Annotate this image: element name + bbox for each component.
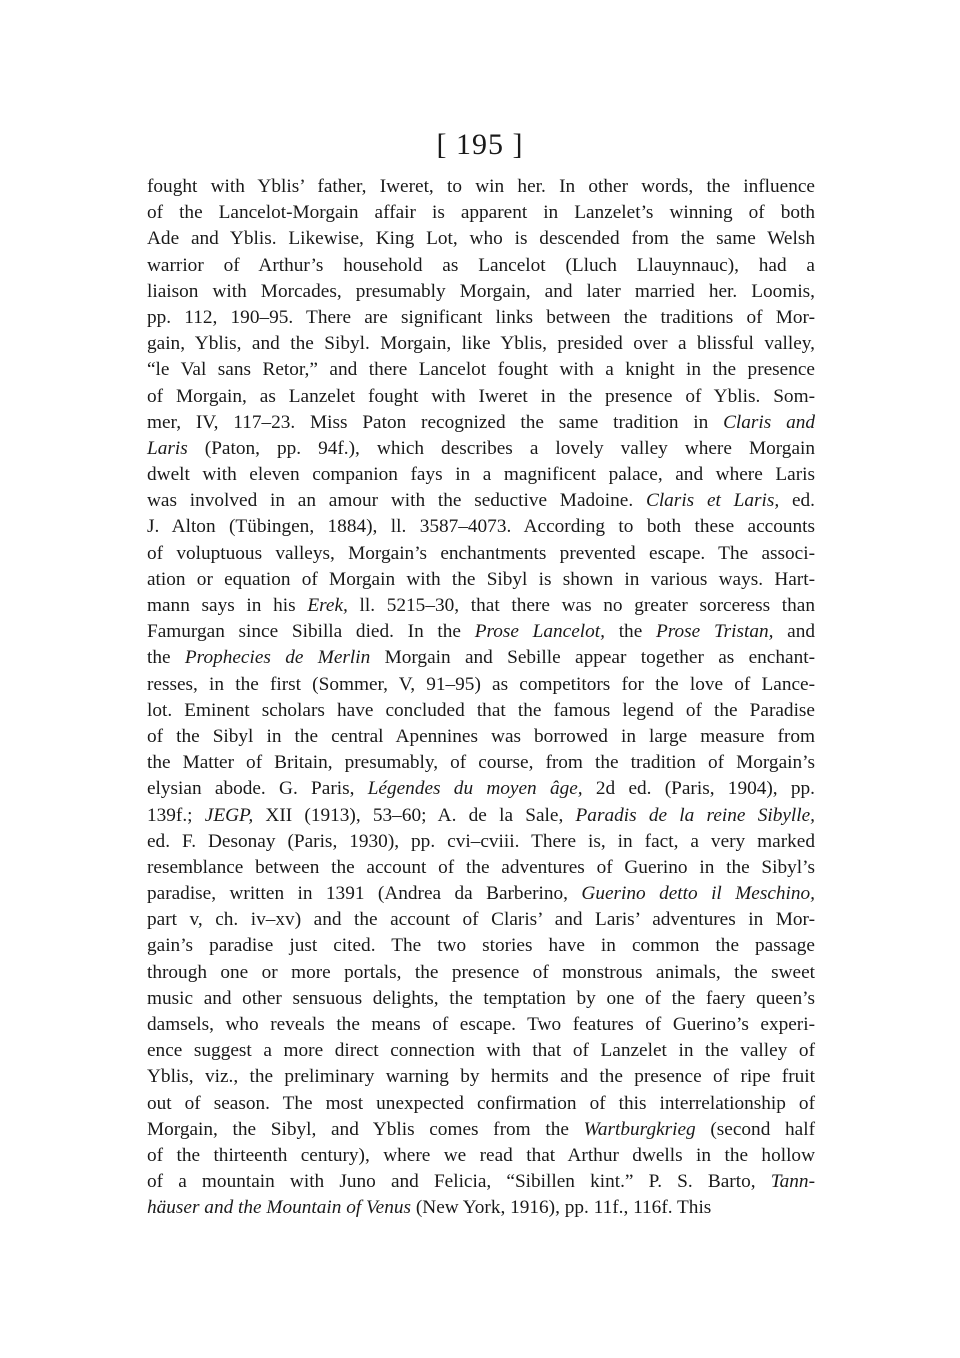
text-line — [147, 226, 815, 252]
text-run: J. Alton (Tübingen, 1884), ll. 3587–4073. According to both these accounts — [147, 516, 815, 538]
italic-title: Wartburgkrieg — [583, 1118, 696, 1140]
italic-title: Erek, — [307, 595, 348, 616]
text-line — [147, 541, 815, 567]
text-line — [147, 986, 815, 1012]
italic-title: Paradis de la reine Sibylle, — [575, 804, 815, 826]
text-run: fought with Yblis’ father, Iweret, to win her. In other words, the influence — [147, 176, 815, 197]
text-line — [147, 933, 815, 959]
text-line — [147, 829, 815, 855]
text-line — [147, 514, 815, 540]
text-run: mer, IV, 117–23. Miss Paton recognized the same tradition in — [147, 411, 724, 433]
italic-title: Laris — [147, 437, 188, 459]
text-line — [147, 645, 815, 671]
text-run: through one or more portals, the presence of monstrous animals, the sweet — [147, 961, 815, 983]
text-run: resemblance between the account of the adventures of Guerino in the Sibyl’s — [147, 856, 815, 878]
text-run: ation or equation of Morgain with the Sibyl is shown in various ways. Hart- — [147, 568, 815, 590]
text-run: ence suggest a more direct connection with that of Lanzelet in the valley of — [147, 1040, 815, 1062]
text-line — [147, 593, 815, 619]
text-line — [147, 200, 815, 226]
text-run: damsels, who reveals the means of escape. Two features of Guerino’s experi- — [147, 1014, 815, 1035]
text-run: ed. F. Desonay (Paris, 1930), pp. cvi–cviii. There is, in fact, a very marked — [147, 830, 815, 852]
text-run: the Matter of Britain, presumably, of course, from the tradition of Morgain’s — [147, 752, 815, 774]
text-run: warrior of Arthur’s household as Lancelot (Lluch Llauynnauc), had a — [147, 254, 815, 276]
body-text — [147, 174, 815, 1222]
text-run: Morgain and Sebille appear together as enchant- — [370, 647, 815, 669]
text-run: Famurgan since Sibilla died. In the — [147, 621, 475, 643]
text-run: (second half — [695, 1118, 815, 1140]
text-run: lot. Eminent scholars have concluded that the famous legend of the Paradise — [147, 699, 815, 721]
italic-title: häuser and the Mountain of Venus — [147, 1197, 412, 1219]
text-run: mann says in his — [147, 595, 308, 616]
text-run: Morgain, the Sibyl, and Yblis comes from the — [147, 1118, 584, 1140]
text-run: of the Lancelot-Morgain affair is apparent in Lanzelet’s winning of both — [147, 202, 815, 224]
text-run: ll. 5215–30, that there was no greater sorceress than — [347, 595, 816, 616]
italic-title: Prose Lancelot, — [474, 621, 605, 643]
italic-title: Prose Tristan, — [655, 621, 774, 643]
text-line — [147, 357, 815, 383]
text-run: pp. 112, 190–95. There are significant links between the traditions of Mor- — [147, 306, 815, 328]
text-run: part v, ch. iv–xv) and the account of Claris’ and Laris’ adventures in Mor- — [147, 909, 815, 931]
text-run: gain, Yblis, and the Sibyl. Morgain, like Yblis, presided over a blissful valley, — [147, 333, 815, 355]
text-run: 2d ed. (Paris, 1904), pp. — [582, 778, 815, 800]
text-line — [147, 410, 815, 436]
text-run: XII (1913), 53–60; A. de la Sale, — [253, 804, 576, 826]
text-line — [147, 488, 815, 514]
text-run: (New York, 1916), pp. 11f., 116f. This — [411, 1197, 712, 1219]
text-run: of the Sibyl in the central Apennines was borrowed in large measure from — [147, 725, 815, 747]
text-run: Ade and Yblis. Likewise, King Lot, who is descended from the same Welsh — [147, 228, 815, 250]
text-line — [147, 803, 815, 829]
text-run: (Paton, pp. 94f.), which describes a lovely valley where Morgain — [187, 437, 815, 459]
text-line — [147, 305, 815, 331]
text-line — [147, 776, 815, 802]
text-run: elysian abode. G. Paris, — [147, 778, 368, 800]
text-line — [147, 750, 815, 776]
text-run: of voluptuous valleys, Morgain’s enchantments prevented escape. The associ- — [147, 542, 815, 564]
text-run: Yblis, viz., the preliminary warning by hermits and the presence of ripe fruit — [147, 1066, 815, 1088]
text-run: gain’s paradise just cited. The two stories have in common the passage — [147, 935, 815, 957]
text-line — [147, 1169, 815, 1195]
text-line — [147, 331, 815, 357]
text-line — [147, 253, 815, 279]
page-number: [ 195 ] — [436, 128, 524, 161]
text-line — [147, 698, 815, 724]
text-run: liaison with Morcades, presumably Morgain, and later married her. Loomis, — [147, 280, 815, 302]
text-line — [147, 855, 815, 881]
text-run: paradise, written in 1391 (Andrea da Barberino, — [147, 883, 582, 905]
text-run: ed. — [779, 490, 816, 512]
text-run: resses, in the first (Sommer, V, 91–95) as competitors for the love of Lance- — [147, 673, 815, 695]
text-line — [147, 881, 815, 907]
text-run: of a mountain with Juno and Felicia, “Sibillen kint.” P. S. Barto, — [147, 1171, 771, 1193]
text-run: “le Val sans Retor,” and there Lancelot fought with a knight in the presence — [147, 359, 815, 381]
text-line — [147, 1117, 815, 1143]
text-run: dwelt with eleven companion fays in a magnificent palace, and where Laris — [147, 464, 815, 486]
text-run: music and other sensuous delights, the temptation by one of the faery queen’s — [147, 987, 815, 1009]
text-line — [147, 1038, 815, 1064]
italic-title: Guerino detto il Meschino, — [581, 883, 815, 905]
text-run: of Morgain, as Lanzelet fought with Iweret in the presence of Yblis. Som- — [147, 385, 815, 407]
text-line — [147, 436, 815, 462]
text-run: and — [773, 621, 815, 643]
text-run: out of season. The most unexpected confirmation of this interrelationship of — [147, 1092, 815, 1114]
text-run: of the thirteenth century), where we read that Arthur dwells in the hollow — [147, 1144, 815, 1166]
text-line — [147, 1064, 815, 1090]
text-line — [147, 672, 815, 698]
text-line — [147, 1143, 815, 1169]
text-line — [147, 619, 815, 645]
text-line — [147, 462, 815, 488]
text-run: 139f.; — [147, 804, 205, 826]
text-line — [147, 1012, 815, 1038]
italic-title: Claris et Laris, — [645, 490, 780, 512]
italic-title: Légendes du moyen âge, — [367, 778, 583, 800]
text-line — [147, 960, 815, 986]
italic-title: Claris and — [723, 411, 815, 433]
text-line — [147, 279, 815, 305]
text-run: the — [147, 647, 185, 669]
italic-title: Prophecies de Merlin — [184, 647, 371, 669]
text-line — [147, 384, 815, 410]
text-line — [147, 1091, 815, 1117]
italic-title: Tann- — [770, 1171, 815, 1193]
text-line — [147, 174, 815, 200]
text-run: was involved in an amour with the seductive Madoine. — [147, 490, 646, 512]
text-line — [147, 724, 815, 750]
text-line — [147, 567, 815, 593]
italic-title: JEGP, — [204, 804, 254, 826]
text-line — [147, 1195, 815, 1221]
text-run: the — [604, 621, 656, 643]
text-line — [147, 907, 815, 933]
